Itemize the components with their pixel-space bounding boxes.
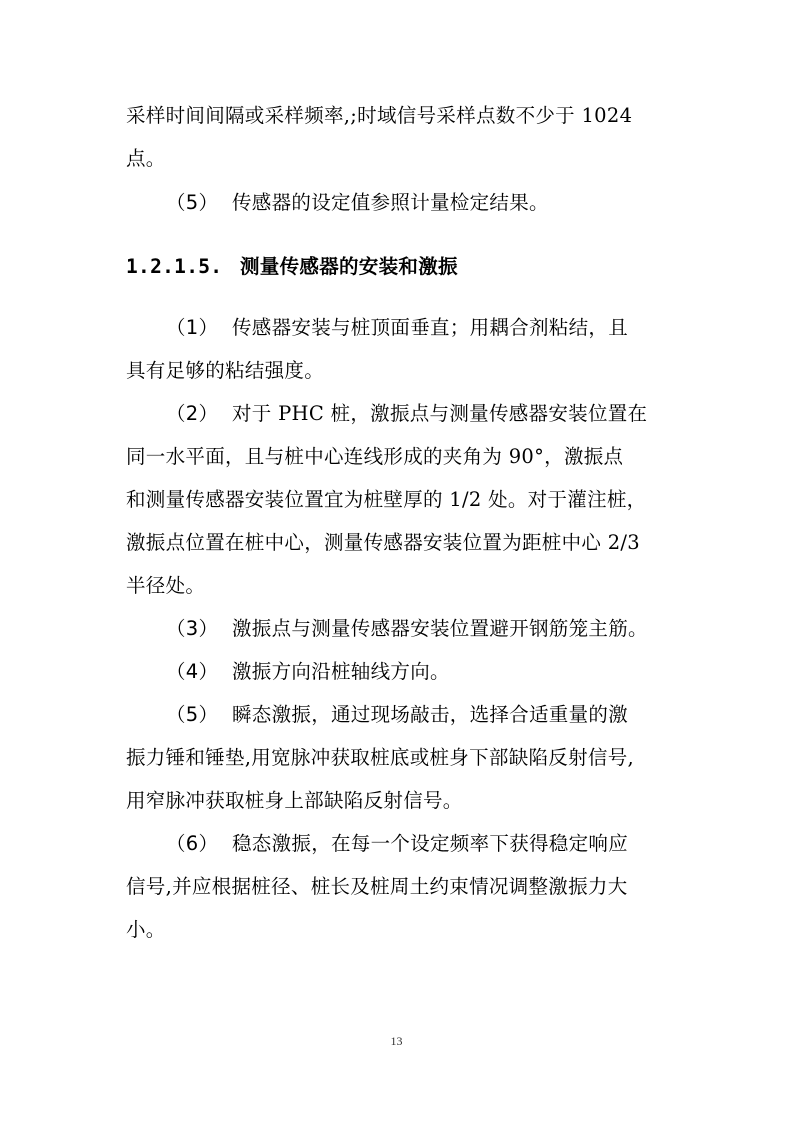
item-text: 稳态激振，在每一个设定频率下获得稳定响应	[232, 832, 629, 855]
text-line: 小。	[126, 918, 166, 941]
item-number: （6）	[166, 832, 219, 855]
item-text: 瞬态激振，通过现场敲击，选择合适重量的激	[232, 703, 629, 726]
item-number: （3）	[166, 617, 219, 640]
section-number: 1.2.1.5.	[126, 255, 223, 278]
section-heading	[126, 256, 458, 278]
text-line: 振力锤和锤垫,用宽脉冲获取桩底或桩身下部缺陷反射信号,	[126, 746, 634, 769]
item-number: （4）	[166, 660, 219, 683]
list-item	[126, 403, 647, 425]
text-line: 信号,并应根据桩径、桩长及桩周土约束情况调整激振力大	[126, 875, 628, 898]
list-item	[126, 618, 648, 640]
text-line: 激振点位置在桩中心，测量传感器安装位置为距桩中心 2/3	[126, 531, 640, 554]
item-text: 激振点与测量传感器安装位置避开钢筋笼主筋。	[232, 617, 648, 640]
text-line: 点。	[126, 147, 166, 170]
item-text: 传感器的设定值参照计量检定结果。	[232, 191, 549, 214]
list-item	[126, 704, 628, 726]
item-number: （5）	[166, 191, 219, 214]
list-item	[126, 192, 549, 214]
item-number: （2）	[166, 402, 219, 425]
text-line: 用窄脉冲获取桩身上部缺陷反射信号。	[126, 789, 463, 812]
section-title: 测量传感器的安装和激振	[240, 255, 458, 278]
item-text: 激振方向沿桩轴线方向。	[232, 660, 450, 683]
text-line: 同一水平面，且与桩中心连线形成的夹角为 90°，激振点	[126, 445, 624, 468]
item-number: （5）	[166, 703, 219, 726]
list-item	[126, 833, 628, 855]
item-text: 传感器安装与桩顶面垂直；用耦合剂粘结，且	[232, 316, 629, 339]
text-line: 和测量传感器安装位置宜为桩壁厚的 1/2 处。对于灌注桩，	[126, 488, 647, 511]
item-text: 对于 PHC 桩，激振点与测量传感器安装位置在	[232, 402, 648, 425]
text-line: 具有足够的粘结强度。	[126, 359, 325, 382]
list-item	[126, 317, 628, 339]
text-line: 采样时间间隔或采样频率,;时域信号采样点数不少于 1024	[126, 104, 633, 127]
list-item	[126, 661, 450, 683]
page-number: 13	[390, 1034, 403, 1048]
item-number: （1）	[166, 316, 219, 339]
text-line: 半径处。	[126, 574, 206, 597]
